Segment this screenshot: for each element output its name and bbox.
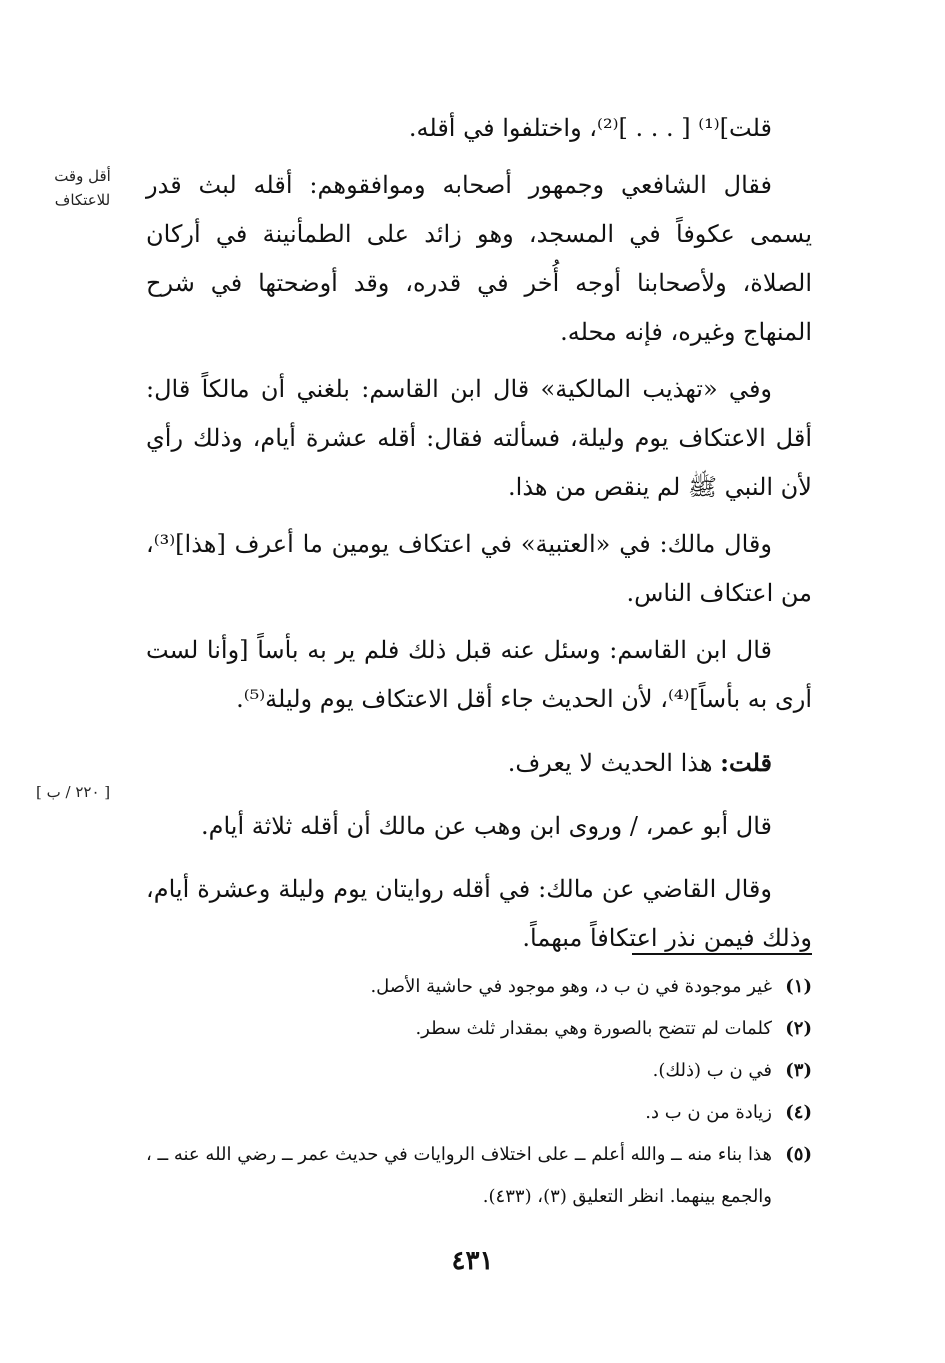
footnote-text: زيادة من ن ب د.	[645, 1102, 772, 1123]
margin-note-line: أقل وقت	[54, 167, 111, 185]
footnote	[146, 1134, 812, 1218]
footnote-number: (٥)	[785, 1144, 812, 1165]
footnote-text: هذا بناء منه ــ والله أعلم ــ على اختلاف الروايات في حديث عمر ــ رضي الله عنه ــ ، والجمع بينهما. انظر التعليق (٣)، (٤٣٣).	[146, 1144, 772, 1207]
paragraph	[146, 161, 812, 357]
paragraph-text: وقال مالك: في «العتبية» في اعتكاف يومين ما أعرف [هذا]⁽³⁾، من اعتكاف الناس.	[146, 530, 812, 607]
margin-note	[30, 164, 135, 212]
page-number: ٤٣١	[451, 1246, 494, 1276]
footnote-number: (٣)	[785, 1060, 812, 1081]
footnote-separator	[632, 953, 812, 955]
paragraph	[146, 365, 812, 512]
paragraph-text: قلت]⁽¹⁾ [ . . . ]⁽²⁾، واختلفوا في أقله.	[408, 114, 772, 142]
margin-note-line: للاعتكاف	[54, 191, 111, 209]
paragraph-text: قال أبو عمر، / وروى ابن وهب عن مالك أن أقله ثلاثة أيام.	[200, 812, 772, 840]
footnote	[146, 1050, 812, 1092]
footnote-text: في ن ب (ذلك).	[652, 1060, 772, 1081]
paragraph-text: وفي «تهذيب المالكية» قال ابن القاسم: بلغني أن مالكاً قال: أقل الاعتكاف يوم وليلة، فسألته فقال: أقله عشرة أيام، وذلك رأي لأن النبي ﷺ لم ينقص من هذا.	[146, 375, 812, 501]
footnote	[146, 1092, 812, 1134]
paragraph-text: فقال الشافعي وجمهور أصحابه وموافقوهم: أقله لبث قدر يسمى عكوفاً في المسجد، وهو زائد على الطمأنينة في أركان الصلاة، ولأصحابنا أوجه أُخر في قدره، وقد أوضحتها في شرح المنهاج وغيره، فإنه محله.	[146, 171, 812, 346]
paragraph-text: وقال القاضي عن مالك: في أقله روايتان يوم وليلة وعشرة أيام، وذلك فيمن نذر اعتكافاً مبهماً.	[146, 875, 812, 952]
paragraph	[146, 104, 812, 153]
paragraph	[146, 626, 812, 724]
paragraph	[146, 738, 812, 788]
paragraph	[146, 520, 812, 618]
paragraph	[146, 865, 812, 963]
paragraph-lead: قلت:	[720, 748, 772, 777]
paragraph-text: قال ابن القاسم: وسئل عنه قبل ذلك فلم ير به بأساً [وأنا لست أرى به بأساً]⁽⁴⁾، لأن الحديث جاء أقل الاعتكاف يوم وليلة⁽⁵⁾.	[146, 636, 812, 713]
footnote-text: كلمات لم تتضح بالصورة وهي بمقدار ثلث سطر.	[415, 1018, 772, 1039]
footnote-text: غير موجودة في ن ب د، وهو موجود في حاشية الأصل.	[370, 976, 772, 997]
footnote-number: (١)	[785, 976, 812, 997]
footnotes	[146, 966, 812, 1218]
paragraph-text: هذا الحديث لا يعرف.	[507, 749, 713, 777]
footnote-number: (٤)	[785, 1102, 812, 1123]
footnote-number: (٢)	[785, 1018, 812, 1039]
folio-mark: [ ٢٢٠ / ب ]	[36, 783, 111, 801]
main-text	[146, 104, 812, 971]
paragraph	[146, 802, 812, 851]
footnote	[146, 1008, 812, 1050]
footnote	[146, 966, 812, 1008]
